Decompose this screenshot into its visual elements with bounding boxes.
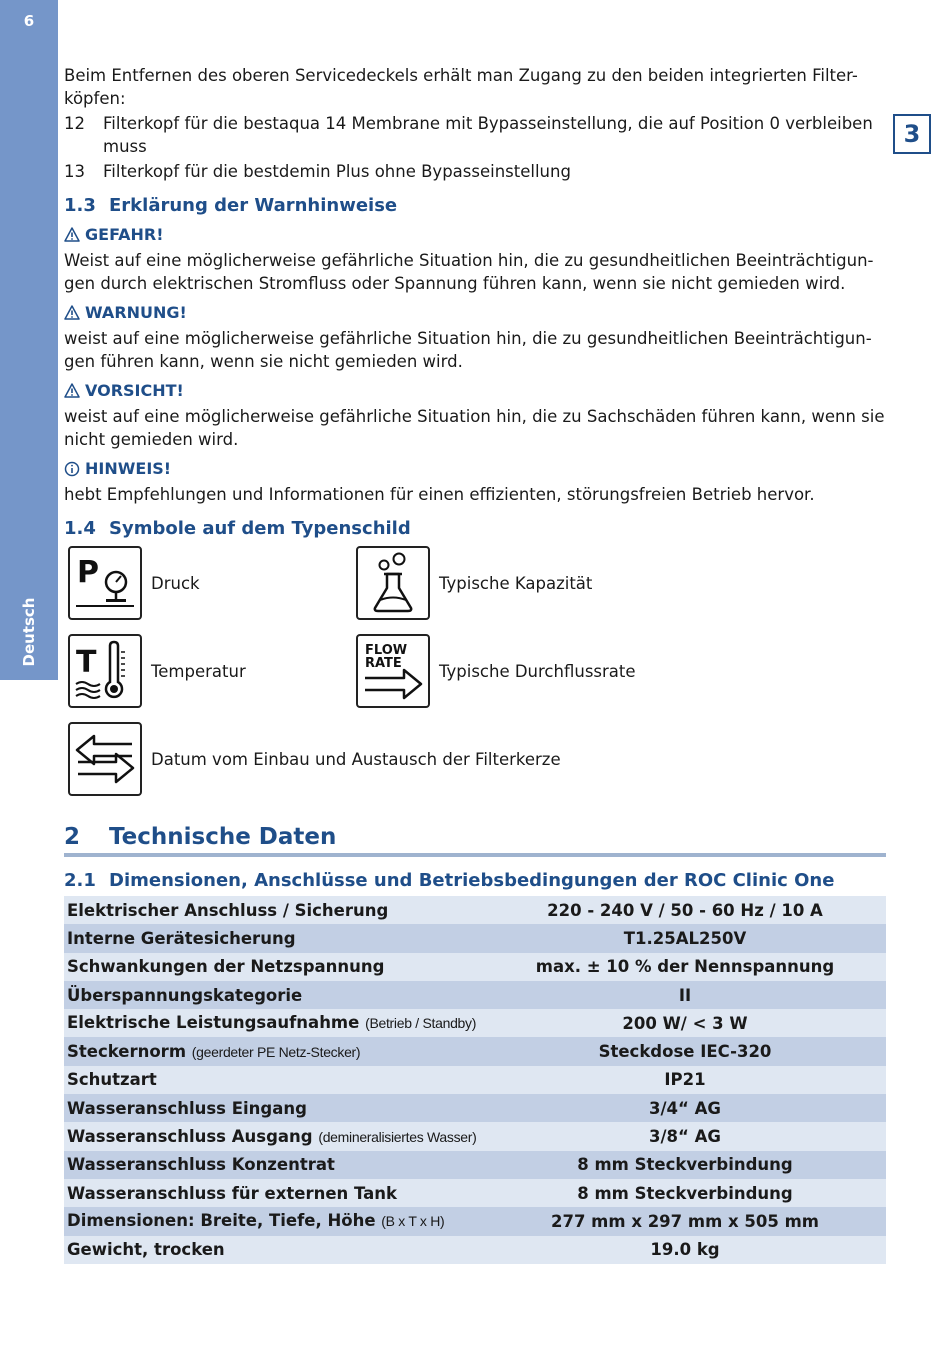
section-number: 1.4 xyxy=(64,518,96,539)
spec-value: Steckdose IEC-320 xyxy=(484,1037,886,1065)
warning-text: weist auf eine möglicherweise gefährliche Situation hin, die zu gesundheitlichen Beeinträchtigun-gen führen kann, wenn sie nicht gemieden wird. xyxy=(64,329,872,371)
list-item xyxy=(64,160,886,183)
section-title: Dimensionen, Anschlüsse und Betriebsbedingungen der ROC Clinic One xyxy=(109,870,835,891)
warning-triangle-icon xyxy=(64,305,80,320)
spec-label: Überspannungskategorie xyxy=(67,985,303,1005)
symbol-flow-rate xyxy=(356,634,636,708)
spec-value: 200 W/ < 3 W xyxy=(484,1009,886,1037)
spec-label: Elektrischer Anschluss / Sicherung xyxy=(67,900,389,920)
spec-label-cell xyxy=(64,896,484,924)
symbol-capacity xyxy=(356,546,592,620)
chapter-title: Technische Daten xyxy=(109,824,337,850)
exchange-arrows-icon xyxy=(68,722,142,796)
spec-value: 19.0 kg xyxy=(484,1236,886,1264)
spec-value: II xyxy=(484,981,886,1009)
warning-text: Weist auf eine möglicherweise gefährliche Situation hin, die zu gesundheitlichen Beeinträchtigun-gen durch elektrischen Stromfluss oder Spannung führen kann, wenn sie nicht gemieden wird. xyxy=(64,251,874,293)
chapter-heading-2 xyxy=(64,826,886,857)
language-sidebar xyxy=(0,0,58,680)
section-heading-2-1 xyxy=(64,869,886,892)
svg-text:FLOW: FLOW xyxy=(365,643,408,658)
table-row xyxy=(64,1207,886,1235)
table-row xyxy=(64,981,886,1009)
symbol-pressure xyxy=(68,546,200,620)
spec-value: 3/8“ AG xyxy=(484,1122,886,1150)
table-row xyxy=(64,1009,886,1037)
spec-label: Wasseranschluss Ausgang xyxy=(67,1126,313,1146)
section-title: Erklärung der Warnhinweise xyxy=(109,195,398,216)
warning-label-text: GEFAHR! xyxy=(85,225,164,244)
spec-value: 3/4“ AG xyxy=(484,1094,886,1122)
spec-label: Interne Gerätesicherung xyxy=(67,928,296,948)
spec-note: (demineralisiertes Wasser) xyxy=(318,1128,477,1145)
symbol-label: Temperatur xyxy=(151,661,246,681)
note-label-hinweis xyxy=(64,457,886,480)
spec-label: Schutzart xyxy=(67,1070,157,1090)
warning-label-warnung xyxy=(64,301,886,324)
symbol-label: Druck xyxy=(151,573,200,593)
spec-label-cell xyxy=(64,1236,484,1264)
spec-label-cell xyxy=(64,953,484,981)
spec-value: T1.25AL250V xyxy=(484,924,886,952)
spec-value: 8 mm Steckverbindung xyxy=(484,1151,886,1179)
spec-value: 277 mm x 297 mm x 505 mm xyxy=(484,1207,886,1235)
section-title: Symbole auf dem Typenschild xyxy=(109,518,411,539)
table-row xyxy=(64,1037,886,1065)
warning-label-text: WARNUNG! xyxy=(85,303,187,322)
intro-paragraph: Beim Entfernen des oberen Servicedeckels erhält man Zugang zu den beiden integrierten Filter-köpfen: xyxy=(64,66,858,108)
spec-table xyxy=(64,896,886,1264)
page-content xyxy=(64,64,886,1264)
spec-label: Schwankungen der Netzspannung xyxy=(67,957,385,977)
spec-label: Gewicht, trocken xyxy=(67,1240,225,1260)
pressure-gauge-icon xyxy=(68,546,142,620)
spec-label: Steckernorm xyxy=(67,1041,187,1061)
note-text: hebt Empfehlungen und Informationen für einen effizienten, störungsfreien Betrieb hervor. xyxy=(64,485,815,504)
spec-label-cell xyxy=(64,1179,484,1207)
symbol-label: Typische Durchflussrate xyxy=(439,661,636,681)
table-row xyxy=(64,1066,886,1094)
spec-label: Wasseranschluss für externen Tank xyxy=(67,1183,397,1203)
spec-label-cell xyxy=(64,1151,484,1179)
spec-label-cell xyxy=(64,1207,484,1235)
spec-note: (B x T x H) xyxy=(381,1213,445,1230)
chapter-marker: 3 xyxy=(893,114,931,154)
spec-label: Wasseranschluss Eingang xyxy=(67,1098,307,1118)
spec-label-cell xyxy=(64,1066,484,1094)
table-row xyxy=(64,1179,886,1207)
item-text: Filterkopf für die bestdemin Plus ohne Bypasseinstellung xyxy=(103,162,571,181)
table-row xyxy=(64,1094,886,1122)
symbols-grid xyxy=(64,546,886,810)
spec-label-cell xyxy=(64,924,484,952)
spec-label: Elektrische Leistungsaufnahme xyxy=(67,1013,360,1033)
svg-text:T: T xyxy=(76,645,97,680)
item-number: 12 xyxy=(64,114,85,133)
spec-value: IP21 xyxy=(484,1066,886,1094)
section-heading-1-3 xyxy=(64,194,886,217)
flow-rate-arrow-icon xyxy=(356,634,430,708)
table-row xyxy=(64,896,886,924)
symbol-exchange xyxy=(68,722,561,796)
symbol-label: Datum vom Einbau und Austausch der Filterkerze xyxy=(151,749,561,769)
spec-note: (geerdeter PE Netz-Stecker) xyxy=(191,1043,361,1060)
svg-text:RATE: RATE xyxy=(365,656,402,671)
spec-label-cell xyxy=(64,1094,484,1122)
spec-label-cell xyxy=(64,1122,484,1150)
section-number: 2.1 xyxy=(64,870,96,891)
spec-value: max. ± 10 % der Nennspannung xyxy=(484,953,886,981)
thermometer-icon xyxy=(68,634,142,708)
warning-label-text: VORSICHT! xyxy=(85,381,184,400)
spec-value: 220 - 240 V / 50 - 60 Hz / 10 A xyxy=(484,896,886,924)
table-row xyxy=(64,924,886,952)
table-row xyxy=(64,1122,886,1150)
spec-label-cell xyxy=(64,1037,484,1065)
spec-label-cell xyxy=(64,1009,484,1037)
chapter-number: 2 xyxy=(64,824,81,850)
warning-text: weist auf eine möglicherweise gefährliche Situation hin, die zu Sachschäden führen kann, wenn sie nicht gemieden wird. xyxy=(64,407,885,449)
warning-label-vorsicht xyxy=(64,379,886,402)
flask-icon xyxy=(356,546,430,620)
warning-triangle-icon xyxy=(64,383,80,398)
spec-label: Wasseranschluss Konzentrat xyxy=(67,1155,335,1175)
warning-triangle-icon xyxy=(64,227,80,242)
warning-label-gefahr xyxy=(64,223,886,246)
note-label-text: HINWEIS! xyxy=(85,459,172,478)
table-row xyxy=(64,1151,886,1179)
language-tab-label: Deutsch xyxy=(20,597,38,667)
spec-label-cell xyxy=(64,981,484,1009)
svg-text:P: P xyxy=(77,555,99,590)
info-circle-icon xyxy=(64,461,80,477)
symbol-temperature xyxy=(68,634,246,708)
page-number: 6 xyxy=(23,12,35,30)
section-number: 1.3 xyxy=(64,195,96,216)
item-text: Filterkopf für die bestaqua 14 Membrane mit Bypasseinstellung, die auf Position 0 verbleiben muss xyxy=(103,114,873,156)
section-heading-1-4 xyxy=(64,517,886,540)
spec-label: Dimensionen: Breite, Tiefe, Höhe xyxy=(67,1211,376,1231)
symbol-label: Typische Kapazität xyxy=(439,573,593,593)
spec-value: 8 mm Steckverbindung xyxy=(484,1179,886,1207)
table-row xyxy=(64,1236,886,1264)
list-item xyxy=(64,112,886,158)
table-row xyxy=(64,953,886,981)
item-number: 13 xyxy=(64,162,85,181)
spec-note: (Betrieb / Standby) xyxy=(365,1015,477,1032)
